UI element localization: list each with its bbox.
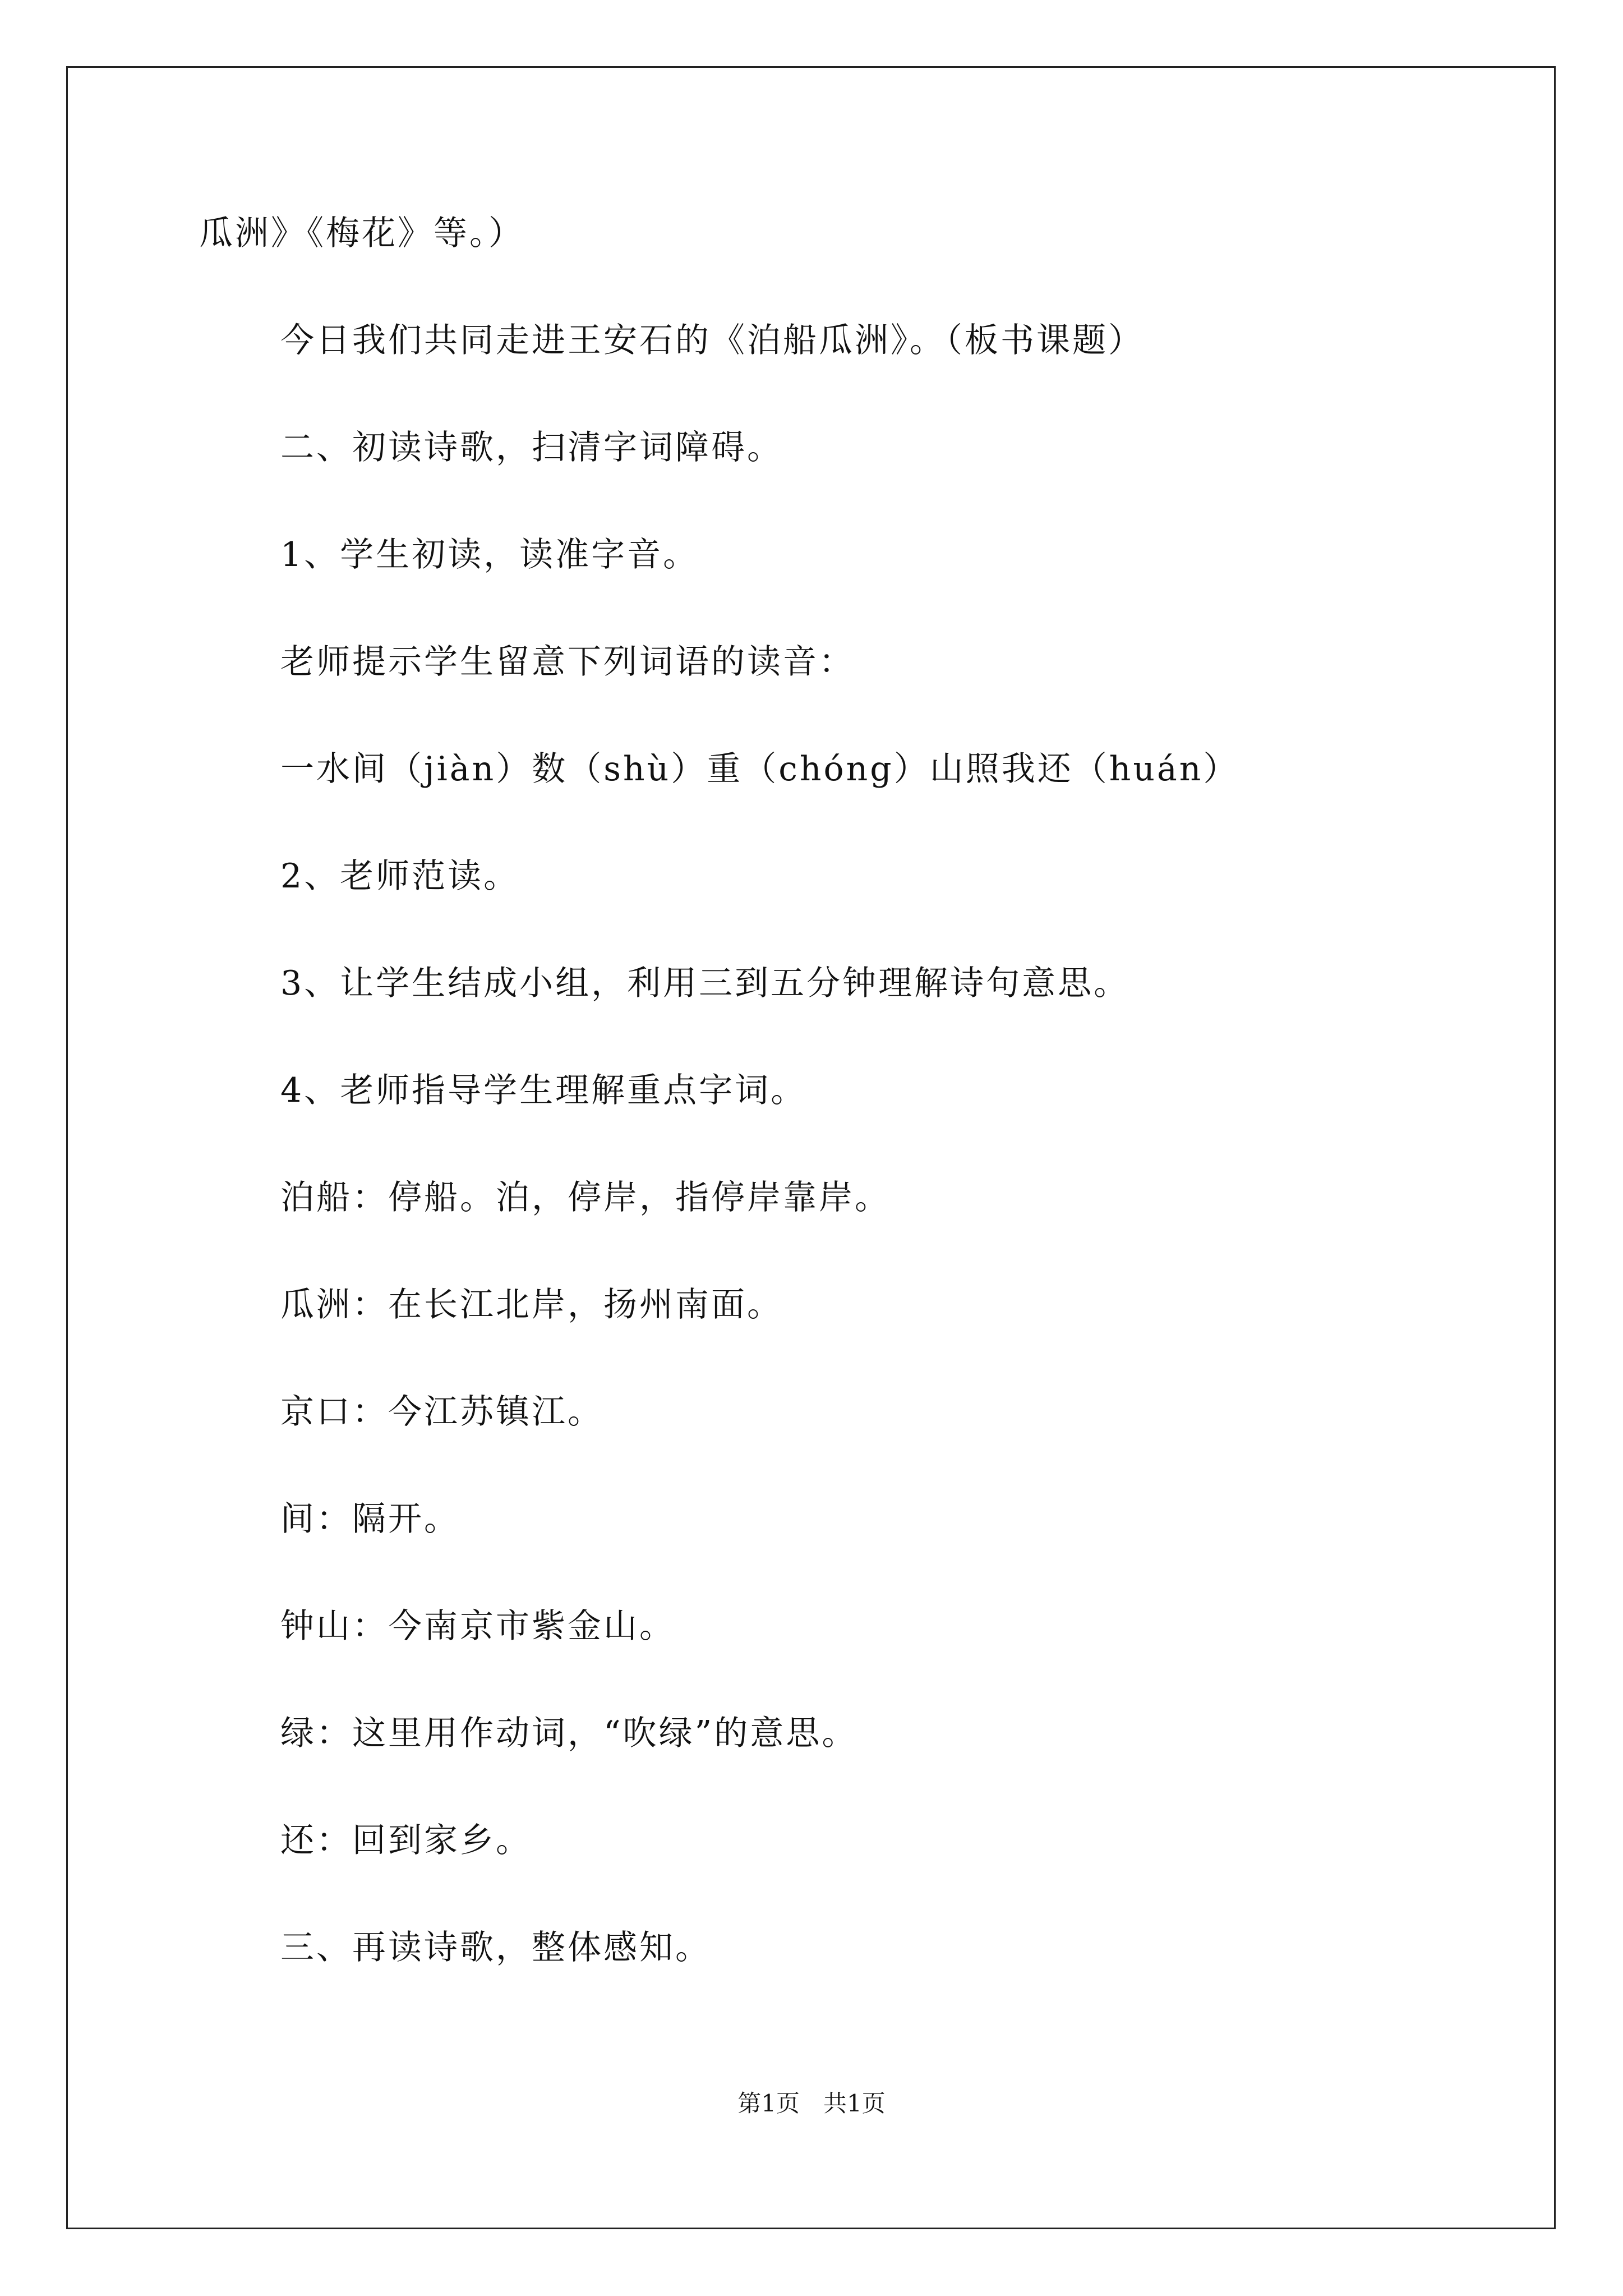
list-item-2: 2、老师范读。 xyxy=(280,857,520,896)
text-line-pronunciation: 一水间（jiàn）数（shù）重（chóng）山照我还（huán） xyxy=(280,749,1239,789)
definition-huan: 还：回到家乡。 xyxy=(280,1821,532,1860)
page-border xyxy=(66,66,1556,2229)
definition-jian: 间：隔开。 xyxy=(280,1499,460,1539)
definition-bochuan: 泊船：停船。泊，停岸，指停岸靠岸。 xyxy=(280,1178,891,1217)
definition-zhongshan: 钟山：今南京市紫金山。 xyxy=(280,1607,675,1646)
text-line-intro: 今日我们共同走进王安石的《泊船瓜洲》。（板书课题） xyxy=(280,321,1144,360)
list-item-3: 3、让学生结成小组，利用三到五分钟理解诗句意思。 xyxy=(280,964,1130,1003)
definition-lv: 绿：这里用作动词，“吹绿”的意思。 xyxy=(280,1714,858,1753)
page-number: 第1页 共1页 xyxy=(737,2090,886,2117)
text-line-pronunciation-note: 老师提示学生留意下列词语的读音： xyxy=(280,642,855,682)
list-item-1: 1、学生初读，读准字音。 xyxy=(280,535,699,574)
definition-guazhou: 瓜洲：在长江北岸，扬州南面。 xyxy=(280,1285,783,1324)
section-heading-3: 三、再读诗歌，整体感知。 xyxy=(280,1928,711,1967)
list-item-4: 4、老师指导学生理解重点字词。 xyxy=(280,1071,807,1110)
definition-jingkou: 京口：今江苏镇江。 xyxy=(280,1392,603,1432)
text-line-continuation: 瓜洲》《梅花》等。） xyxy=(199,214,524,253)
section-heading-2: 二、初读诗歌，扫清字词障碍。 xyxy=(280,428,783,467)
